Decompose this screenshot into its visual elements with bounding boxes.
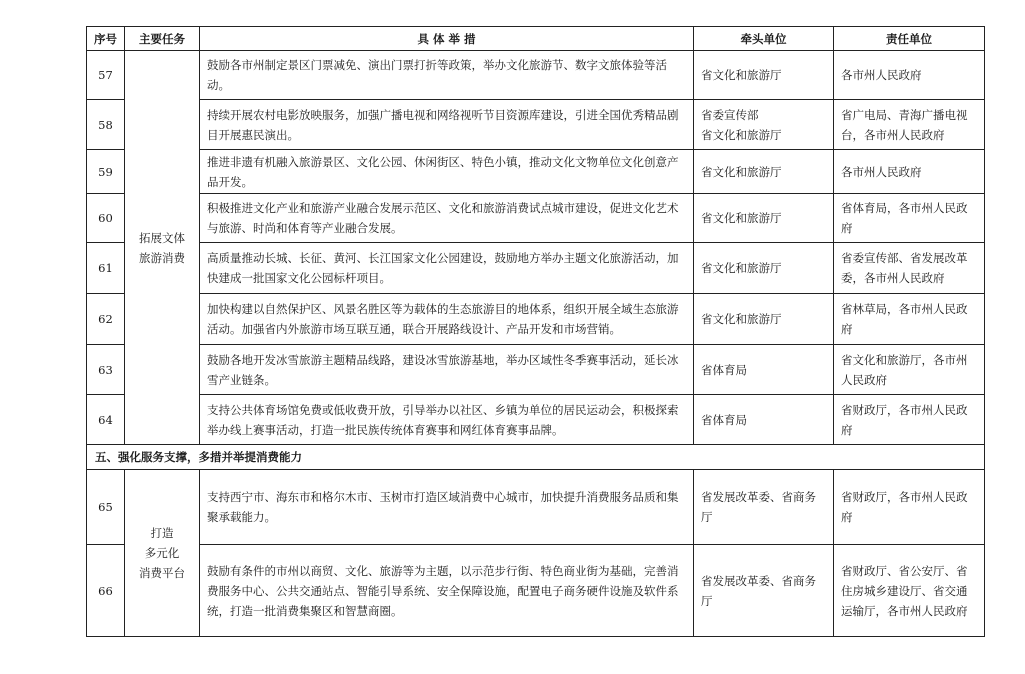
measure-cell: 高质量推动长城、长征、黄河、长江国家文化公园建设，鼓励地方举办主题文化旅游活动，加快建成一批国家文化公园标杆项目。	[200, 243, 694, 294]
header-responsible-unit: 责任单位	[834, 27, 985, 51]
task-line: 旅游消费	[139, 250, 185, 265]
lead-unit-cell	[694, 395, 834, 445]
measure-cell: 鼓励各市州制定景区门票减免、演出门票打折等政策，举办文化旅游节、数字文旅体验等活动。	[200, 51, 694, 100]
responsible-unit-cell: 省财政厅，各市州人民政府	[834, 470, 985, 545]
section-row	[87, 445, 985, 470]
responsible-unit-cell: 各市州人民政府	[834, 51, 985, 100]
table-row	[87, 150, 985, 194]
lead-unit: 省文化和旅游厅	[701, 312, 782, 326]
measure-cell: 积极推进文化产业和旅游产业融合发展示范区、文化和旅游消费试点城市建设，促进文化艺术与旅游、时尚和体育等产业融合发展。	[200, 194, 694, 243]
lead-unit-cell	[694, 345, 834, 395]
responsible-unit-cell: 省财政厅，各市州人民政府	[834, 395, 985, 445]
responsible-unit-cell: 省林草局，各市州人民政府	[834, 294, 985, 345]
lead-unit-cell	[694, 243, 834, 294]
lead-unit-cell	[694, 470, 834, 545]
lead-unit-cell	[694, 194, 834, 243]
header-lead-unit: 牵头单位	[694, 27, 834, 51]
task-line: 拓展文体	[139, 230, 185, 245]
lead-unit: 省文化和旅游厅	[701, 127, 782, 142]
lead-unit-cell	[694, 150, 834, 194]
task-line: 消费平台	[139, 566, 185, 580]
table-row	[87, 100, 985, 150]
lead-unit: 省文化和旅游厅	[701, 164, 782, 179]
header-task: 主要任务	[125, 27, 200, 51]
responsible-unit-cell: 省文化和旅游厅，各市州人民政府	[834, 345, 985, 395]
lead-unit: 省文化和旅游厅	[701, 261, 782, 275]
header-row	[87, 27, 985, 51]
lead-unit-cell	[694, 545, 834, 637]
row-number: 60	[87, 194, 125, 243]
lead-unit-cell	[694, 294, 834, 345]
responsible-unit-cell: 省广电局、青海广播电视台，各市州人民政府	[834, 100, 985, 150]
row-number: 58	[87, 100, 125, 150]
table-row	[87, 194, 985, 243]
task-cell	[125, 51, 200, 445]
row-number: 62	[87, 294, 125, 345]
responsible-unit-cell: 省体育局，各市州人民政府	[834, 194, 985, 243]
lead-unit: 省委宣传部	[701, 107, 759, 122]
measures-table	[86, 26, 985, 637]
responsible-unit-cell: 省委宣传部、省发展改革委，各市州人民政府	[834, 243, 985, 294]
task-line: 多元化	[144, 546, 180, 560]
row-number: 59	[87, 150, 125, 194]
measure-cell: 支持西宁市、海东市和格尔木市、玉树市打造区域消费中心城市，加快提升消费服务品质和集聚承载能力。	[200, 470, 694, 545]
header-no: 序号	[87, 27, 125, 51]
row-number: 61	[87, 243, 125, 294]
row-number: 64	[87, 395, 125, 445]
lead-unit-cell	[694, 51, 834, 100]
measure-cell: 鼓励有条件的市州以商贸、文化、旅游等为主题，以示范步行街、特色商业街为基础，完善消费服务中心、公共交通站点、智能引导系统、安全保障设施，配置电子商务硬件设施及软件系统，打造一批消费集聚区和智慧商圈。	[200, 545, 694, 637]
lead-unit: 省发展改革委、省商务厅	[701, 490, 816, 524]
table-row	[87, 243, 985, 294]
task-line: 打造	[150, 526, 174, 540]
table-row	[87, 51, 985, 100]
responsible-unit-cell: 省财政厅、省公安厅、省住房城乡建设厅、省交通运输厅，各市州人民政府	[834, 545, 985, 637]
lead-unit: 省体育局	[701, 362, 747, 377]
measure-cell: 鼓励各地开发冰雪旅游主题精品线路，建设冰雪旅游基地，举办区域性冬季赛事活动，延长冰雪产业链条。	[200, 345, 694, 395]
lead-unit: 省文化和旅游厅	[701, 68, 782, 82]
row-number: 65	[87, 470, 125, 545]
table-row	[87, 294, 985, 345]
lead-unit-cell	[694, 100, 834, 150]
table-row	[87, 395, 985, 445]
row-number: 66	[87, 545, 125, 637]
measure-cell: 支持公共体育场馆免费或低收费开放，引导举办以社区、乡镇为单位的居民运动会，积极探索举办线上赛事活动，打造一批民族传统体育赛事和网红体育赛事品牌。	[200, 395, 694, 445]
section-title: 五、强化服务支撑，多措并举提消费能力	[87, 445, 985, 470]
task-cell	[125, 470, 200, 637]
lead-unit: 省发展改革委、省商务厅	[701, 573, 816, 608]
row-number: 57	[87, 51, 125, 100]
row-number: 63	[87, 345, 125, 395]
lead-unit: 省文化和旅游厅	[701, 211, 782, 225]
table-row	[87, 470, 985, 545]
header-measure: 具 体 举 措	[200, 27, 694, 51]
table-row	[87, 345, 985, 395]
measure-cell: 推进非遗有机融入旅游景区、文化公园、休闲街区、特色小镇，推动文化文物单位文化创意产品开发。	[200, 150, 694, 194]
lead-unit: 省体育局	[701, 412, 747, 427]
responsible-unit-cell: 各市州人民政府	[834, 150, 985, 194]
measure-cell: 持续开展农村电影放映服务，加强广播电视和网络视听节目资源库建设，引进全国优秀精品剧目开展惠民演出。	[200, 100, 694, 150]
table-row	[87, 545, 985, 637]
measure-cell: 加快构建以自然保护区、风景名胜区等为载体的生态旅游目的地体系，组织开展全域生态旅游活动。加强省内外旅游市场互联互通，联合开展路线设计、产品开发和市场营销。	[200, 294, 694, 345]
